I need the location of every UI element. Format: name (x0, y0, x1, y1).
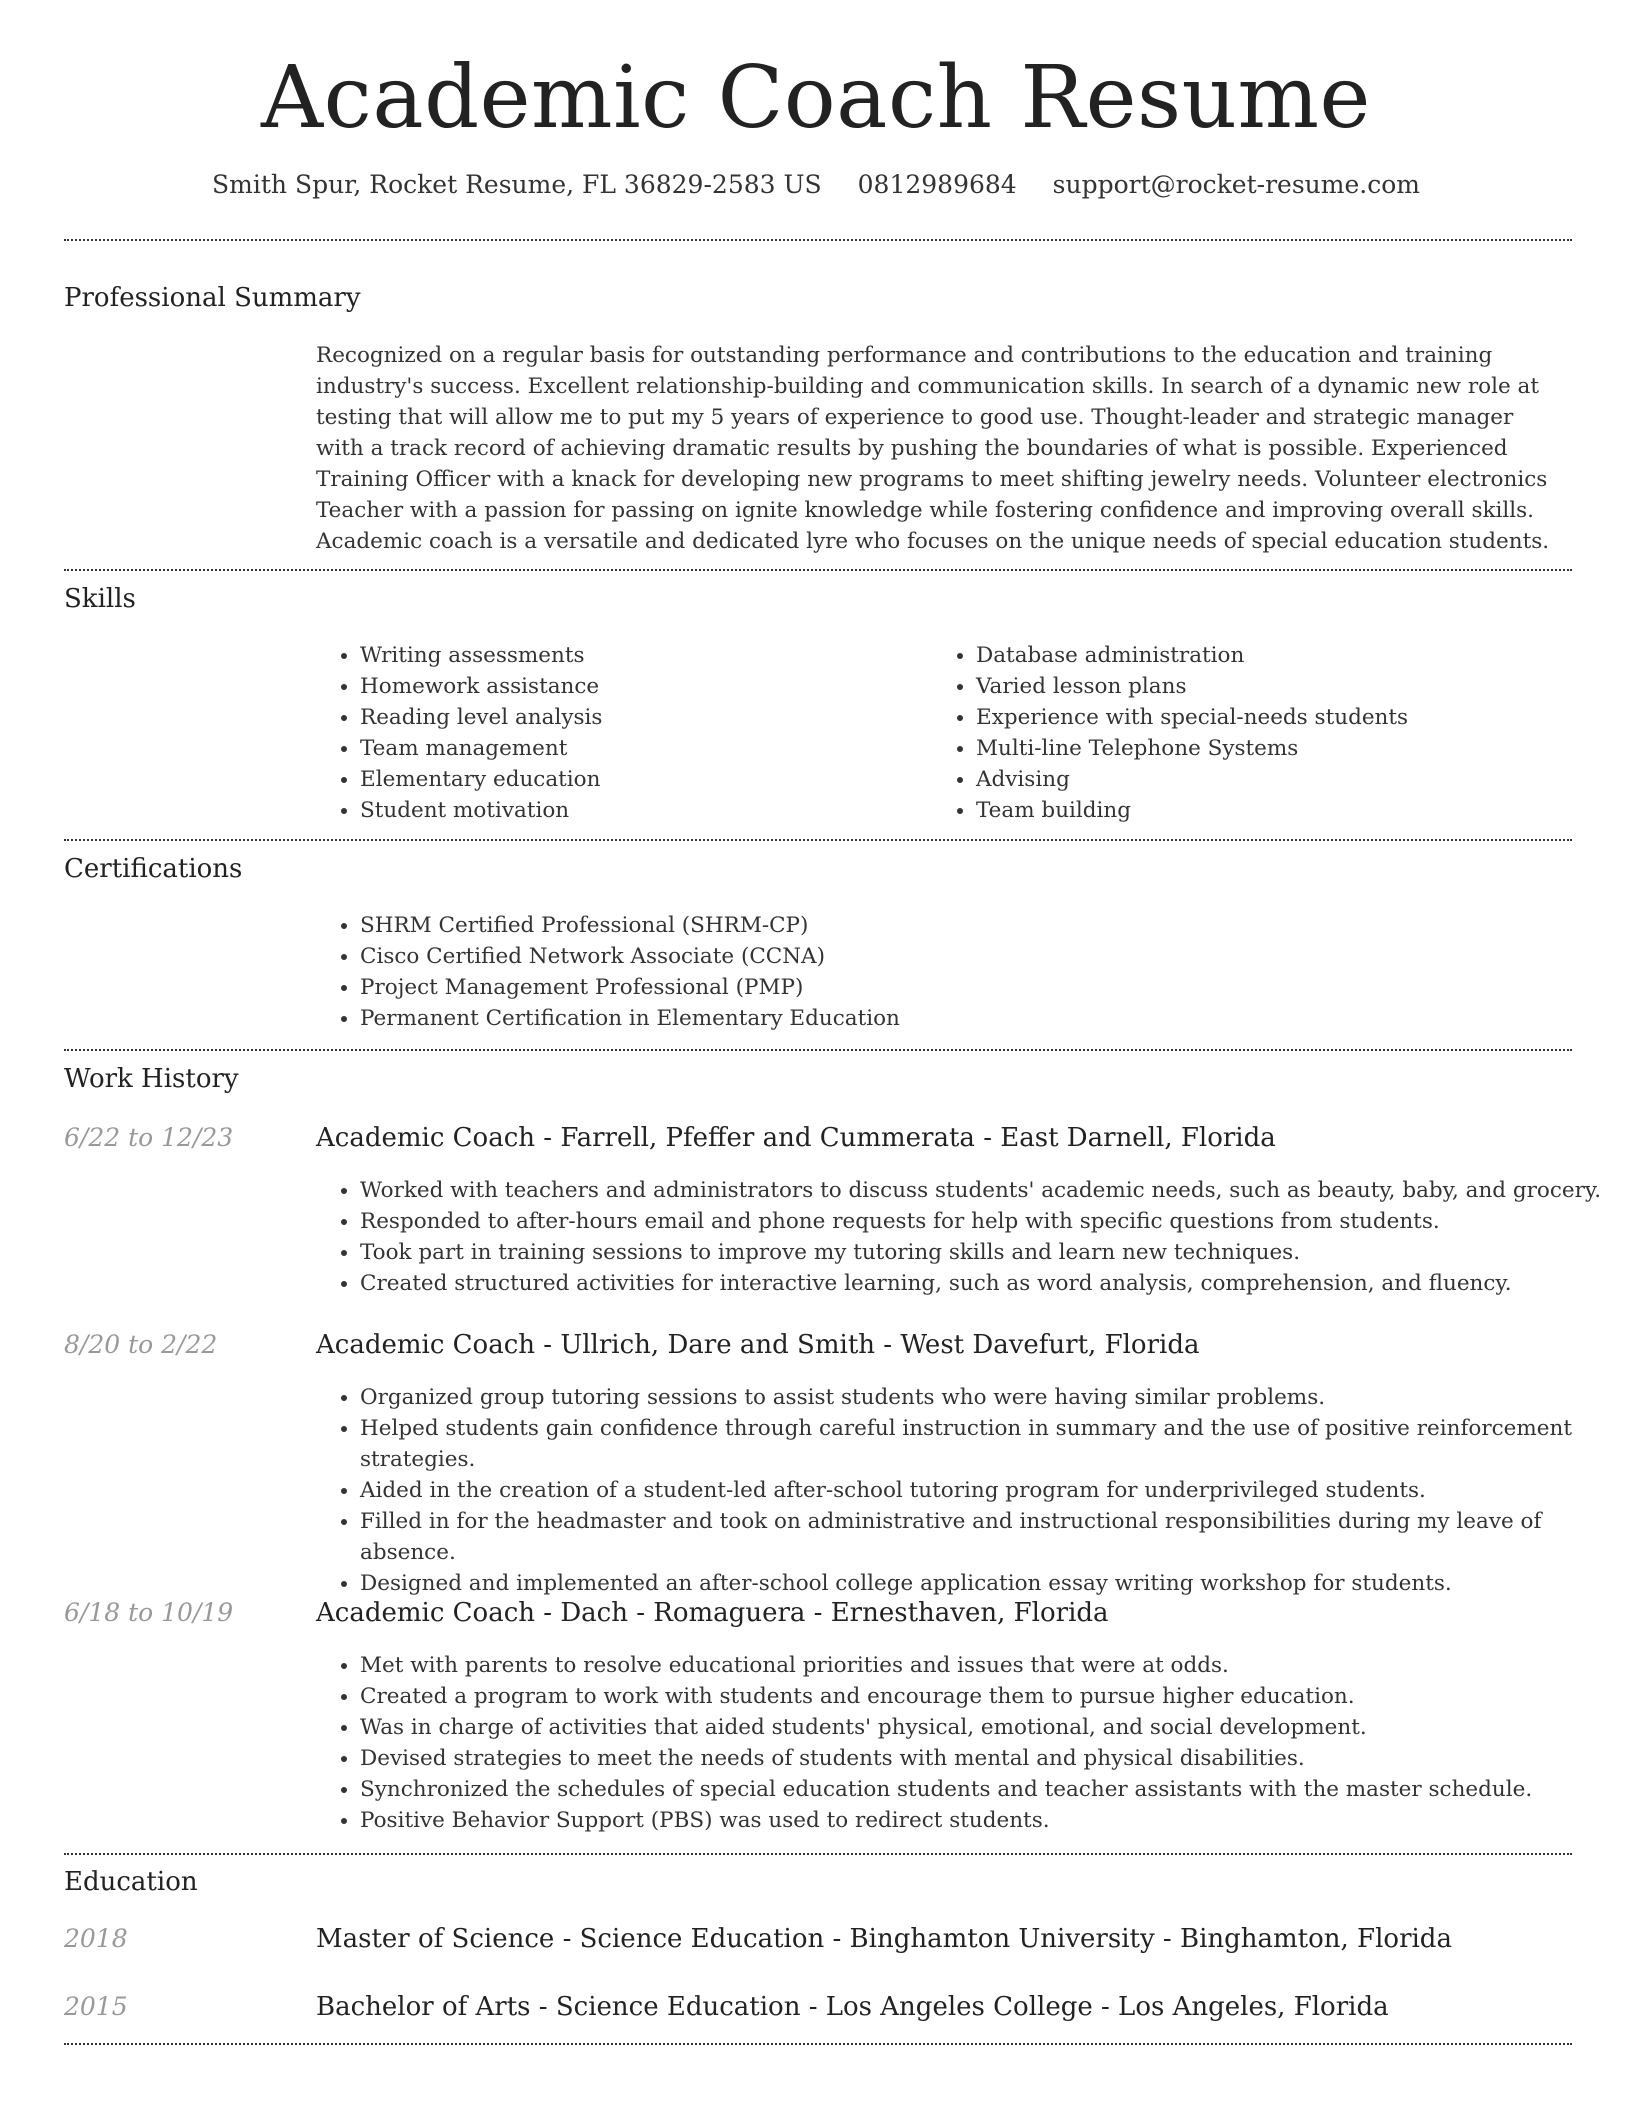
summary-text: Recognized on a regular basis for outstanding performance and contributions to the education and training industry's success. Excellent relationship-building and communication skills. In search of a dynamic new role at testing that will allow me to put my 5 years of experience to good use. Thought-leader and strategic manager with a track record of achieving dramatic results by pushing the boundaries of what is possible. Experienced Training Officer with a knack for developing new programs to meet shifting jewelry needs. Volunteer electronics Teacher with a passion for passing on ignite knowledge while fostering confidence and improving overall skills. Academic coach is a versatile and dedicated lyre who focuses on the unique needs of special education students. (316, 343, 1550, 554)
divider (64, 2043, 1572, 2045)
job-bullet: • Took part in training sessions to improve my tutoring skills and learn new techniques. (360, 1237, 1620, 1268)
skill-item: • Elementary education (360, 764, 920, 795)
job-bullet: • Positive Behavior Support (PBS) was used to redirect students. (360, 1805, 1620, 1836)
job-bullet: • Synchronized the schedules of special education students and teacher assistants with the master schedule. (360, 1774, 1620, 1805)
job-title: Academic Coach - Farrell, Pfeffer and Cummerata - East Darnell, Florida (316, 1123, 1276, 1153)
job-bullet: • Was in charge of activities that aided students' physical, emotional, and social development. (360, 1712, 1620, 1743)
contact-line (0, 170, 1632, 199)
certification-item: • Project Management Professional (PMP) (360, 972, 1560, 1003)
summary-heading: Professional Summary (64, 283, 361, 313)
skill-item: • Database administration (976, 640, 1596, 671)
job-bullet: • Helped students gain confidence through careful instruction in summary and the use of positive reinforcement strategies. (360, 1413, 1620, 1475)
certifications-heading: Certifications (64, 854, 243, 884)
certification-item: • SHRM Certified Professional (SHRM-CP) (360, 910, 1560, 941)
job-bullet: • Aided in the creation of a student-led after-school tutoring program for underprivileged students. (360, 1475, 1620, 1506)
education-heading: Education (64, 1867, 198, 1897)
skill-item: • Multi-line Telephone Systems (976, 733, 1596, 764)
contact-address: Smith Spur, Rocket Resume, FL 36829-2583 US (212, 170, 822, 199)
skill-item: • Writing assessments (360, 640, 920, 671)
skill-item: • Team building (976, 795, 1596, 826)
divider (64, 239, 1572, 241)
resume-title: Academic Coach Resume (261, 48, 1371, 148)
education-year: 2018 (64, 1924, 128, 1953)
divider (64, 1853, 1572, 1855)
job-bullet: • Devised strategies to meet the needs of students with mental and physical disabilities. (360, 1743, 1620, 1774)
education-degree: Master of Science - Science Education - Binghamton University - Binghamton, Florida (316, 1924, 1452, 1954)
skill-item: • Advising (976, 764, 1596, 795)
skill-item: • Varied lesson plans (976, 671, 1596, 702)
job-bullet: • Worked with teachers and administrators to discuss students' academic needs, such as beauty, baby, and grocery. (360, 1175, 1620, 1206)
job-title: Academic Coach - Ullrich, Dare and Smith - West Davefurt, Florida (316, 1330, 1200, 1360)
skills-list-left (316, 640, 920, 826)
job-dates: 8/20 to 2/22 (64, 1330, 218, 1359)
job-bullets (316, 1175, 1620, 1299)
job-dates: 6/18 to 10/19 (64, 1598, 234, 1627)
job-bullets (316, 1650, 1620, 1836)
skill-item: • Experience with special-needs students (976, 702, 1596, 733)
skills-list-right (932, 640, 1596, 826)
job-bullet: • Created structured activities for interactive learning, such as word analysis, comprehension, and fluency. (360, 1268, 1620, 1299)
job-bullet: • Designed and implemented an after-school college application essay writing workshop for students. (360, 1568, 1620, 1599)
job-bullets (316, 1382, 1620, 1599)
job-bullet: • Created a program to work with students and encourage them to pursue higher education. (360, 1681, 1620, 1712)
education-year: 2015 (64, 1992, 128, 2021)
job-title: Academic Coach - Dach - Romaguera - Ernesthaven, Florida (316, 1598, 1109, 1628)
job-bullet: • Organized group tutoring sessions to assist students who were having similar problems. (360, 1382, 1620, 1413)
skill-item: • Student motivation (360, 795, 920, 826)
work-history-heading: Work History (64, 1064, 239, 1094)
certification-item: • Cisco Certified Network Associate (CCNA) (360, 941, 1560, 972)
job-bullet: • Met with parents to resolve educational priorities and issues that were at odds. (360, 1650, 1620, 1681)
certification-item: • Permanent Certification in Elementary Education (360, 1003, 1560, 1034)
certifications-list (316, 910, 1560, 1034)
job-bullet: • Filled in for the headmaster and took on administrative and instructional responsibilities during my leave of absence. (360, 1506, 1620, 1568)
job-bullet: • Responded to after-hours email and phone requests for help with specific questions from students. (360, 1206, 1620, 1237)
divider (64, 569, 1572, 571)
skill-item: • Team management (360, 733, 920, 764)
education-degree: Bachelor of Arts - Science Education - Los Angeles College - Los Angeles, Florida (316, 1992, 1389, 2022)
job-dates: 6/22 to 12/23 (64, 1123, 234, 1152)
divider (64, 839, 1572, 841)
divider (64, 1049, 1572, 1051)
contact-phone: 0812989684 (857, 170, 1017, 199)
skill-item: • Homework assistance (360, 671, 920, 702)
contact-email: support@rocket-resume.com (1052, 170, 1420, 199)
skills-heading: Skills (64, 584, 136, 614)
skill-item: • Reading level analysis (360, 702, 920, 733)
